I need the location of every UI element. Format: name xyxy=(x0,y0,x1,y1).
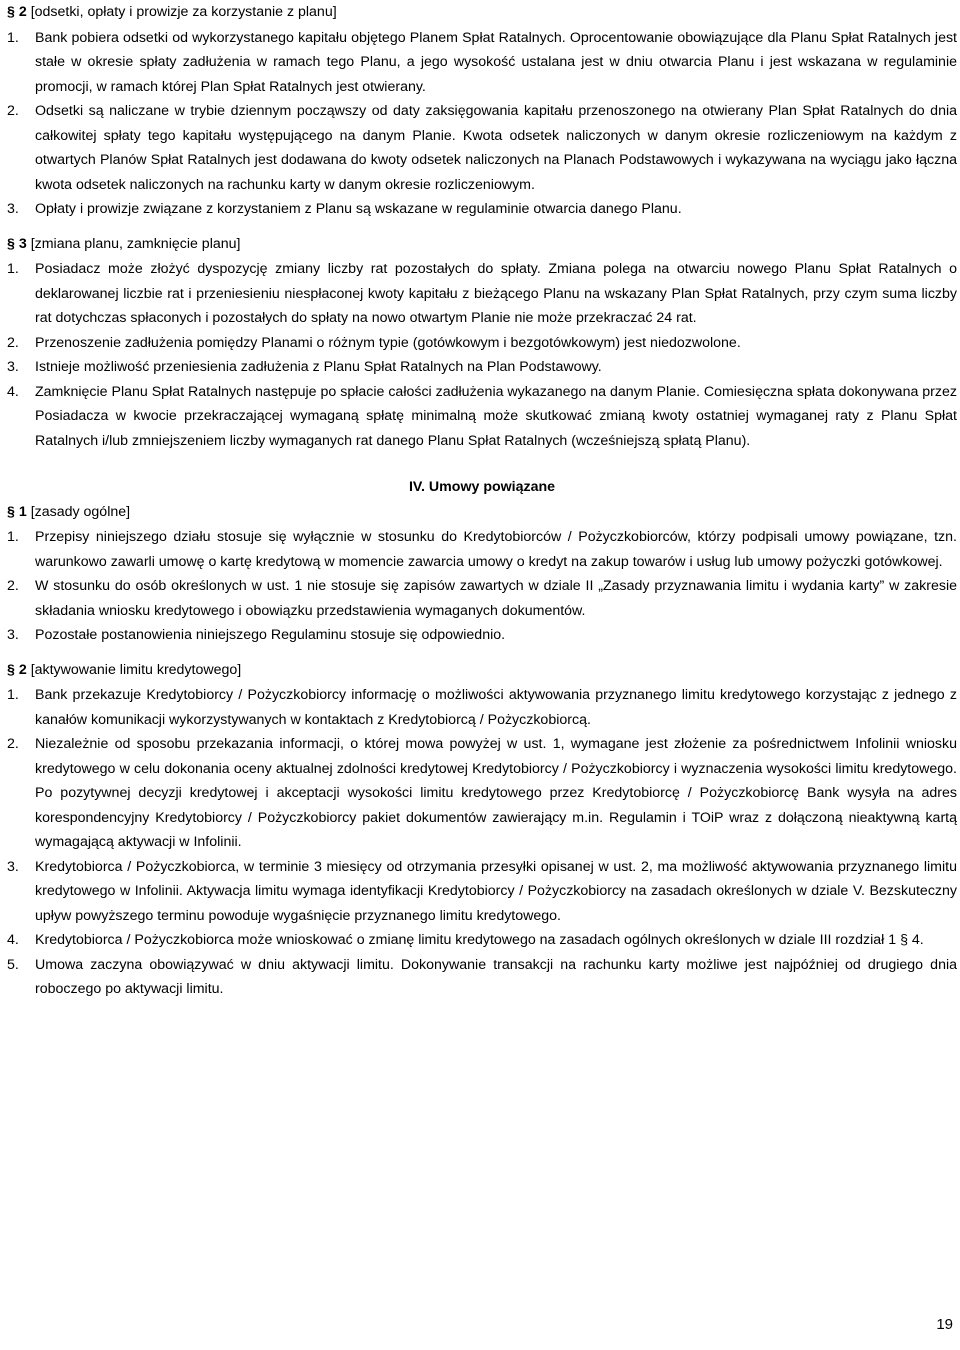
list-item xyxy=(7,928,957,953)
item-number: 2. xyxy=(7,103,19,119)
item-text: Bank przekazuje Kredytobiorcy / Pożyczkobiorcy informację o możliwości aktywowania przyznanego limitu kredytowego korzystając z jednego z kanałów komunikacji wykorzystywanych w kontaktach z Kredytobiorcą / Pożyczkobiorcą. xyxy=(35,687,957,728)
list-item xyxy=(7,380,957,454)
item-text: Opłaty i prowizje związane z korzystaniem z Planu są wskazane w regulaminie otwarcia danego Planu. xyxy=(35,201,682,217)
item-text: Niezależnie od sposobu przekazania informacji, o której mowa powyżej w ust. 1, wymagane jest złożenie za pośrednictwem Infolinii wniosku kredytowego w celu dokonania oceny aktualnej zdolności kredytowej Kredytobiorcy / Pożyczkobiorcy i wyznaczenia wysokości limitu kredytowego. Po pozytywnej decyzji kredytowej i akceptacji wysokości limitu kredytowego przez Kredytobiorcę / Pożyczkobiorcę Bank wysyła na adres korespondencyjny Kredytobiorcy / Pożyczkobiorcy pakiet dokumentów zawierający m.in. Regulamin i TOiP wraz z dołączoną nieaktywną kartą wymagającą aktywacji w Infolinii. xyxy=(35,736,957,850)
item-text: Odsetki są naliczane w trybie dziennym począwszy od daty zaksięgowania kapitału przenoszonego na otwierany Plan Spłat Ratalnych do dnia całkowitej spłaty tego kapitału występującego na danym Planie. Kwota odsetek naliczonych w danym okresie rozliczeniowym na każdym z otwartych Planów Spłat Ratalnych jest dodawana do kwoty odsetek naliczonych na Planach Podstawowych i wykazywana na wyciągu jako łączna kwota odsetek naliczonych na rachunku karty w danym okresie rozliczeniowym. xyxy=(35,103,957,193)
section-symbol: § 2 xyxy=(7,661,27,678)
section-symbol: § 3 xyxy=(7,235,27,252)
item-number: 1. xyxy=(7,529,19,545)
item-text: Umowa zaczyna obowiązywać w dniu aktywacji limitu. Dokonywanie transakcji na rachunku karty możliwe jest najpóźniej od drugiego dnia roboczego po aktywacji limitu. xyxy=(35,956,957,997)
item-number: 3. xyxy=(7,858,19,875)
item-text: Kredytobiorca / Pożyczkobiorca, w terminie 3 miesięcy od otrzymania przesyłki opisanej w ust. 2, ma możliwość aktywowania przyznanego limitu kredytowego w Infolinii. Aktywacja limitu wymaga identyfikacji Kredytobiorcy / Pożyczkobiorcy na zasadach określonych w dziale V. Bezskuteczny upływ powyższego terminu powoduje wygaśnięcie przyznanego limitu kredytowego. xyxy=(35,858,957,924)
list-item xyxy=(7,574,957,623)
item-number: 5. xyxy=(7,956,19,973)
list-item xyxy=(7,99,957,197)
item-number: 3. xyxy=(7,201,19,217)
section-heading xyxy=(7,232,957,257)
item-number: 1. xyxy=(7,261,19,277)
list-item xyxy=(7,623,957,648)
section-title: [zmiana planu, zamknięcie planu] xyxy=(30,235,241,252)
section-3 xyxy=(7,232,957,454)
item-text: Pozostałe postanowienia niniejszego Regulaminu stosuje się odpowiednio. xyxy=(35,627,506,643)
list-item xyxy=(7,26,957,100)
section-heading xyxy=(7,658,957,683)
list-item xyxy=(7,953,957,1002)
list-item xyxy=(7,257,957,331)
item-number: 4. xyxy=(7,383,19,400)
item-text: Przenoszenie zadłużenia pomiędzy Planami o różnym typie (gotówkowym i bezgotówkowym) jest niedozwolone. xyxy=(35,334,741,351)
list-item xyxy=(7,732,957,855)
section-title: [aktywowanie limitu kredytowego] xyxy=(30,661,242,678)
list-item xyxy=(7,355,957,380)
item-text: Bank pobiera odsetki od wykorzystanego kapitału objętego Planem Spłat Ratalnych. Oprocentowanie obowiązujące dla Planu Spłat Ratalnych jest stałe w okresie spłaty zadłużenia w ramach tego Planu, a jego wysokość ustalana jest w dniu otwarcia Planu i jest wskazana w regulaminie promocji, w ramach której Plan Spłat Ratalnych jest otwierany. xyxy=(35,29,957,95)
item-text: Istnieje możliwość przeniesienia zadłużenia z Planu Spłat Ratalnych na Plan Podstawowy. xyxy=(35,359,602,375)
item-text: W stosunku do osób określonych w ust. 1 nie stosuje się zapisów zawartych w dziale II „Zasady przyznawania limitu i wydania karty” w zakresie składania wniosku kredytowego i obowiązku przedstawienia wymaganych dokumentów. xyxy=(35,578,957,619)
section-title: [zasady ogólne] xyxy=(30,503,131,520)
item-number: 2. xyxy=(7,334,19,351)
chapter-section-2 xyxy=(7,658,957,1002)
section-symbol: § 1 xyxy=(7,503,27,520)
chapter-title: IV. Umowy powiązane xyxy=(408,479,556,495)
list-item xyxy=(7,197,957,222)
item-text: Posiadacz może złożyć dyspozycję zmiany liczby rat pozostałych do spłaty. Zmiana polega na otwarciu nowego Planu Spłat Ratalnych o deklarowanej liczbie rat i przeniesieniu niespłaconej kwoty kapitału z bieżącego Planu na wskazany Plan Spłat Ratalnych, przy czym suma liczby rat dotychczas spłaconych i pozostałych do spłaty na nowo otwartym Planie nie może przekraczać 24 rat. xyxy=(35,261,957,326)
list-item xyxy=(7,331,957,356)
section-symbol: § 2 xyxy=(7,4,27,20)
item-text: Zamknięcie Planu Spłat Ratalnych następuje po spłacie całości zadłużenia wykazanego na danym Planie. Comiesięczna spłata dokonywana przez Posiadacza w kwocie przekraczającej wymaganą spłatę minimalną może skutkować zmianą kwoty ostatniej wymaganej raty z Planu Spłat Ratalnych i/lub zmniejszeniem liczby wymaganych rat danego Planu Spłat Ratalnych (wcześniejszą spłatą Planu). xyxy=(35,383,957,449)
item-number: 1. xyxy=(7,29,19,46)
chapter-section-1 xyxy=(7,500,957,648)
section-heading xyxy=(7,500,957,525)
list-item xyxy=(7,855,957,929)
section-2 xyxy=(7,0,957,222)
item-number: 3. xyxy=(7,359,19,375)
list-item xyxy=(7,683,957,732)
item-number: 4. xyxy=(7,932,19,948)
item-number: 3. xyxy=(7,627,19,643)
item-number: 2. xyxy=(7,736,19,752)
item-text: Kredytobiorca / Pożyczkobiorca może wnioskować o zmianę limitu kredytowego na zasadach ogólnych określonych w dziale III rozdział 1 § 4. xyxy=(35,932,924,948)
item-number: 2. xyxy=(7,578,19,594)
section-heading xyxy=(7,0,957,25)
section-title: [odsetki, opłaty i prowizje za korzystanie z planu] xyxy=(30,4,337,20)
list-item xyxy=(7,525,957,574)
document-page xyxy=(7,0,957,1002)
item-number: 1. xyxy=(7,687,19,703)
page-number: 19 xyxy=(936,1316,953,1333)
item-text: Przepisy niniejszego działu stosuje się wyłącznie w stosunku do Kredytobiorców / Pożyczkobiorców, którzy podpisali umowy powiązane, tzn. warunkowo zawarli umowę o kartę kredytową w momencie zawarcia umowy o kredyt na zakup towarów i usług lub umowy pożyczki gotówkowej. xyxy=(35,529,957,570)
